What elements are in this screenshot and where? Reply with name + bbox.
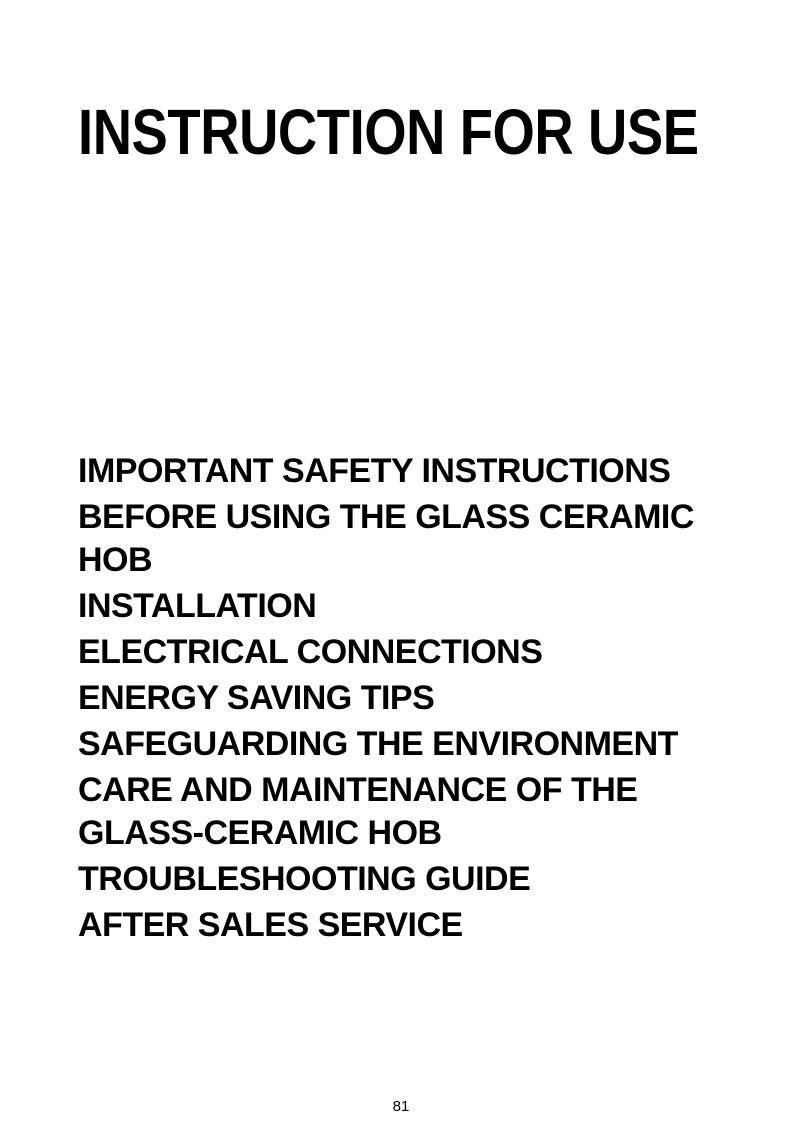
toc-item-important-safety-instructions: IMPORTANT SAFETY INSTRUCTIONS	[78, 452, 671, 490]
toc-item-before-using-hob: BEFORE USING THE GLASS CERAMIC HOB	[78, 498, 694, 579]
toc-item-care-and-maintenance: CARE AND MAINTENANCE OF THE GLASS-CERAMIC HOB	[78, 771, 638, 852]
toc-item-energy-saving-tips: ENERGY SAVING TIPS	[78, 679, 435, 717]
page-number: 81	[392, 1098, 410, 1115]
page-title: INSTRUCTION FOR USE	[78, 96, 699, 168]
table-of-contents	[78, 450, 740, 950]
toc-item-after-sales-service: AFTER SALES SERVICE	[78, 906, 463, 944]
toc-item-installation: INSTALLATION	[78, 587, 317, 625]
toc-item-safeguarding-environment: SAFEGUARDING THE ENVIRONMENT	[78, 725, 678, 763]
toc-item-troubleshooting-guide: TROUBLESHOOTING GUIDE	[78, 860, 531, 898]
toc-item-electrical-connections: ELECTRICAL CONNECTIONS	[78, 633, 543, 671]
